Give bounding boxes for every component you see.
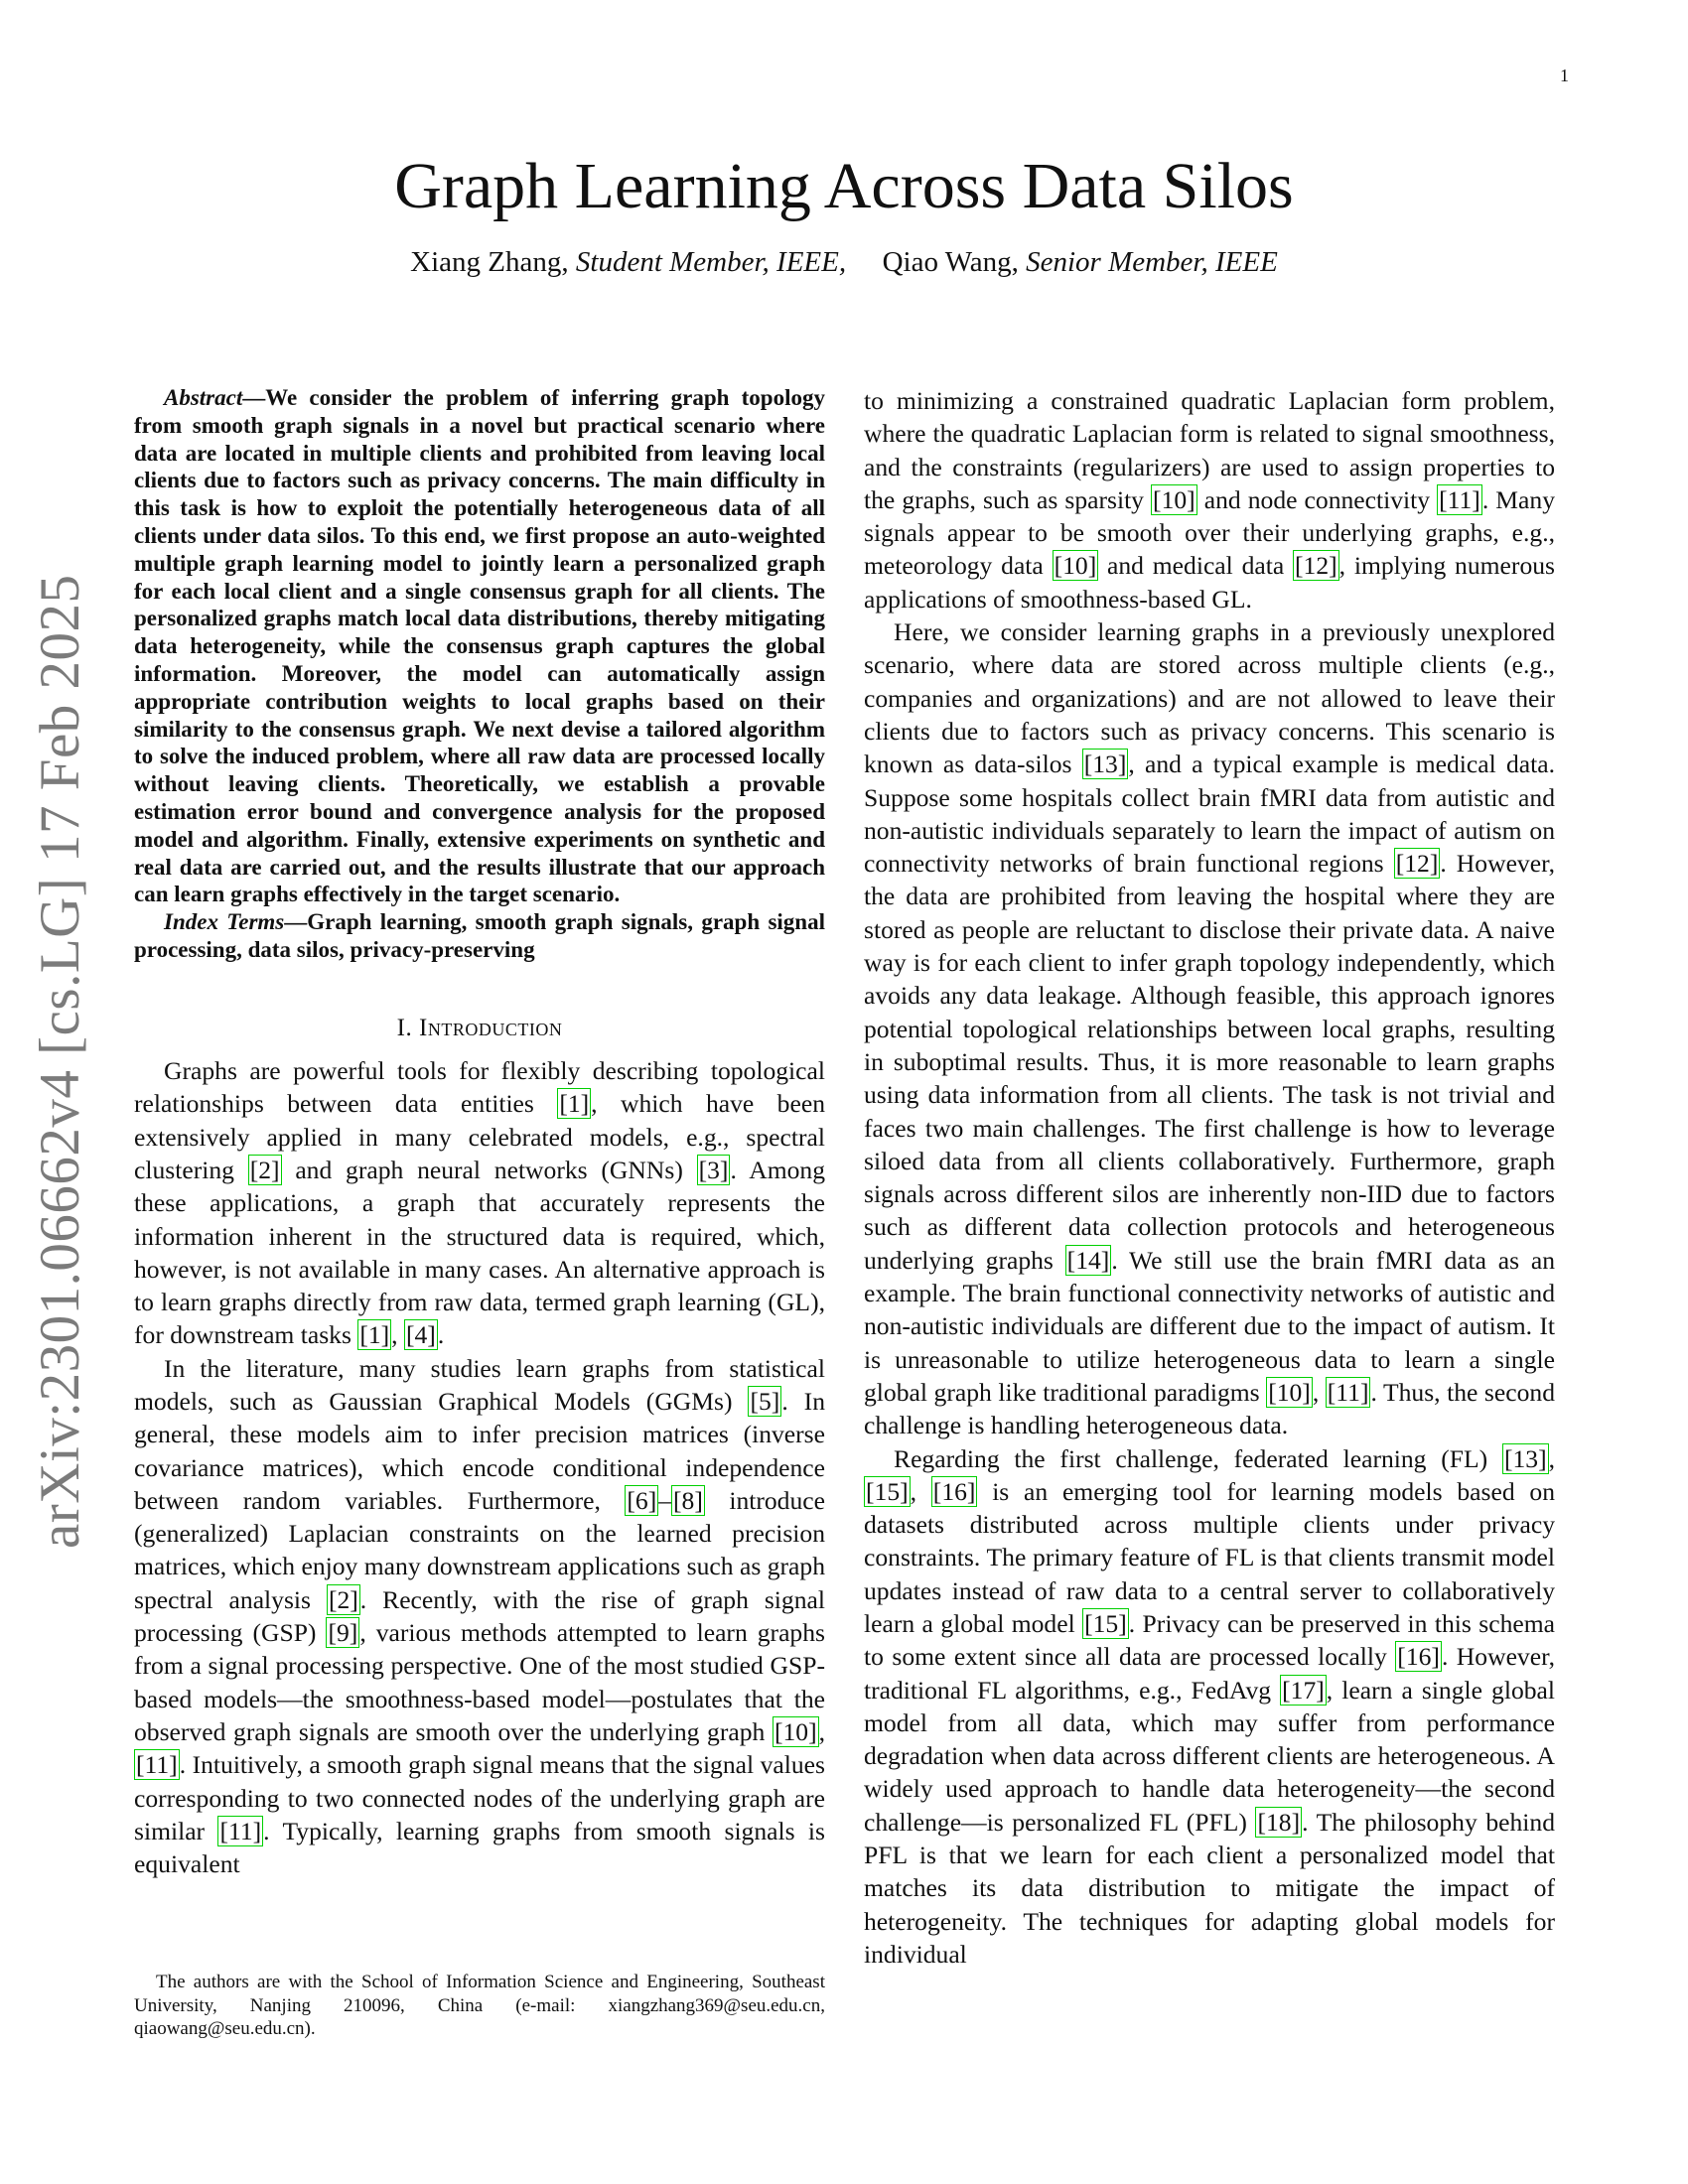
paragraph-text: Here, we consider learning graphs in a previously unexplored scenario, where data are stored across multiple clients (e.g., companies and organizations) and are not allowed to leave their clients due to factors such as privacy concerns. This scenario is known as data-silos [864,617,1555,779]
citation-link[interactable]: [1] [559,1089,590,1119]
page-number: 1 [1560,66,1569,85]
paragraph-text: . Intuitively, a smooth graph signal means that the signal values corresponding to two connected nodes of the underlying graph are similar [134,1750,825,1845]
abstract-text: —We consider the problem of inferring graph topology from smooth graph signals in a novel but practical scenario where data are located in multiple clients and prohibited from leaving local clients due to factors such as privacy concerns. The main difficulty in this task is how to exploit the potentially heterogeneous data of all clients under data silos. To this end, we first propose an auto-weighted multiple graph learning model to jointly learn a personalized graph for each local client and a single consensus graph for all clients. The personalized graphs match local data distributions, thereby mitigating data heterogeneity, while the consensus graph captures the global information. Moreover, the model can automatically assign appropriate contribution weights to local graphs based on their similarity to the consensus graph. We next devise a tailored algorithm to solve the induced problem, where all raw data are processed locally without leaving clients. Theoretically, we establish a provable estimation error bound and convergence analysis for the proposed model and algorithm. Finally, extensive experiments on synthetic and real data are carried out, and the results illustrate that our approach can learn graphs effectively in the target scenario. [134,385,825,907]
citation-link[interactable]: [12] [1395,849,1439,879]
right-column [864,384,1555,1971]
paragraph-text: . In general, these models aim to infer precision matrices (inverse covariance matrices), which encode conditional independence between random variables. Furthermore, [134,1387,825,1515]
paragraph-text: . Typically, learning graphs from smooth signals is equivalent [134,1816,826,1879]
paragraph-text: , various methods attempted to learn graphs from a signal processing perspective. One of the most studied GSP-based models—the smoothness-based model—postulates that the observed graph signals are smooth over the underlying graph [134,1618,825,1746]
index-terms [134,908,825,964]
paragraph-text: . However, the data are prohibited from leaving the hospital where they are stored as people are reluctant to disclose their private data. A naive way is for each client to infer graph topology independently, which avoids any data leakage. Although feasible, this approach ignores potential topological relationships between local graphs, resulting in suboptimal results. Thus, it is more reasonable to learn graphs using data information from all clients. The task is not trivial and faces two main challenges. The first challenge is how to leverage siloed data from all clients collaboratively. Furthermore, graph signals across different silos are inherently non-IID due to factors such as different data collection protocols and heterogeneous underlying graphs [864,849,1555,1275]
author-1-role: Student Member, IEEE, [575,246,847,278]
citation-link[interactable]: [14] [1066,1245,1110,1275]
citation-link[interactable]: [10] [774,1716,817,1746]
paragraph-text: introduce (generalized) Laplacian constraints on the learned precision matrices, which enjoy many downstream applications such as graph spectral analysis [134,1485,825,1614]
citation-link[interactable]: [12] [1295,551,1337,581]
paragraph-text: Regarding the first challenge, federated learning (FL) [894,1443,1502,1473]
citation-link[interactable]: [6] [627,1485,657,1515]
paragraph-text: . Thus, the second challenge is handling heterogeneous data. [864,1377,1555,1440]
citation-link[interactable]: [1] [359,1320,390,1350]
author-1-name: Xiang Zhang, [410,246,569,278]
citation-link[interactable]: [2] [328,1584,358,1614]
index-terms-lead: Index Terms [164,909,285,935]
paragraph-text: , [818,1716,825,1746]
author-footnote: The authors are with the School of Information Science and Engineering, Southeast University, Nanjing 210096, China (e-mail: xiangzhang369@seu.edu.cn, qiaowang@seu.edu.cn). [134,1972,825,2039]
left-column [134,384,825,1880]
citation-link[interactable]: [17] [1282,1675,1325,1705]
section-title: Introduction [419,1014,563,1041]
author-2-name: Qiao Wang, [882,246,1019,278]
paragraph-text: , [391,1320,404,1350]
citation-link[interactable]: [13] [1083,750,1127,779]
citation-link[interactable]: [11] [136,1750,178,1780]
arxiv-stamp: arXiv:2301.06662v4 [cs.LG] 17 Feb 2025 [29,574,91,1549]
author-line [0,246,1688,279]
citation-link[interactable]: [16] [1397,1642,1440,1672]
paragraph-text: , implying numerous applications of smoothness-based GL. [864,551,1555,614]
paragraph-text: – [658,1485,672,1515]
index-terms-text: —Graph learning, smooth graph signals, graph signal processing, data silos, privacy-preserving [134,909,825,962]
right-paragraph-2 [864,615,1555,1441]
paper-title: Graph Learning Across Data Silos [394,150,1294,222]
paragraph-text: , which have been extensively applied in many celebrated models, e.g., spectral clustering [134,1089,825,1184]
citation-link[interactable]: [3] [698,1155,729,1184]
paragraph-text: , and a typical example is medical data. Suppose some hospitals collect brain fMRI data from autistic and non-autistic individuals separately to learn the impact of autism on connectivity networks of brain functional regions [864,750,1555,879]
abstract [134,384,825,908]
citation-link[interactable]: [10] [1268,1377,1311,1407]
paragraph-text: . Privacy can be preserved in this schema to some extent since all data are processed locally [864,1608,1555,1672]
citation-link[interactable]: [15] [866,1476,909,1506]
paragraph-text: . Among these applications, a graph that accurately represents the information inherent in the structured data is required, which, however, is not available in many cases. An alternative approach is to learn graphs directly from raw data, termed graph learning (GL), for downstream tasks [134,1155,825,1350]
left-paragraph-2 [134,1352,825,1881]
paragraph-text: and node connectivity [1196,484,1438,514]
citation-link[interactable]: [4] [405,1320,436,1350]
paragraph-text: . Recently, with the rise of graph signal processing (GSP) [134,1584,825,1648]
paragraph-text: . [437,1320,445,1350]
right-paragraph-1 [864,384,1555,615]
section-heading [134,1012,825,1044]
citation-link[interactable]: [9] [328,1618,358,1648]
citation-link[interactable]: [16] [932,1476,976,1506]
citation-link[interactable]: [15] [1084,1608,1127,1638]
citation-link[interactable]: [11] [1327,1377,1369,1407]
paragraph-text: . We still use the brain fMRI data as an example. The brain functional connectivity networks of autistic and non-autistic individuals are different due to the impact of autism. It is unreasonable to utilize heterogeneous data to learn a single global graph like traditional paradigms [864,1245,1556,1407]
paragraph-text: . The philosophy behind PFL is that we learn for each client a personalized model that matches its data distribution to mitigate the impact of heterogeneity. The techniques for adapting global models for individual [864,1807,1555,1969]
paragraph-text: , [910,1476,931,1506]
citation-link[interactable]: [5] [750,1387,780,1416]
citation-link[interactable]: [18] [1257,1807,1301,1837]
abstract-lead: Abstract [164,385,243,410]
paragraph-text: . Many signals appear to be smooth over their underlying graphs, e.g., meteorology data [864,484,1555,581]
right-paragraph-3 [864,1442,1555,1972]
citation-link[interactable]: [10] [1153,484,1196,514]
paragraph-text: and medical data [1098,551,1293,581]
paragraph-text: In the literature, many studies learn graphs from statistical models, such as Gaussian Graphical Models (GGMs) [134,1353,825,1416]
paragraph-text: . However, traditional FL algorithms, e.g., FedAvg [864,1642,1555,1705]
paragraph-text: , [1312,1377,1326,1407]
citation-link[interactable]: [11] [1439,484,1480,514]
citation-link[interactable]: [2] [249,1155,280,1184]
paragraph-text: is an emerging tool for learning models based on datasets distributed across multiple clients under privacy constraints. The primary feature of FL is that clients transmit model updates instead of raw data to a central server to collaboratively learn a global model [864,1476,1555,1638]
author-2-role: Senior Member, IEEE [1026,246,1278,278]
section-number: I. [396,1014,413,1041]
paragraph-text: and graph neural networks (GNNs) [281,1155,697,1184]
paragraph-text: , [1548,1443,1555,1473]
paragraph-text: Graphs are powerful tools for flexibly describing topological relationships between data entities [134,1056,825,1119]
paragraph-text: , learn a single global model from all data, which may suffer from performance degradation when data across different clients are heterogeneous. A widely used approach to handle data heterogeneity—the second challenge—is personalized FL (PFL) [864,1675,1556,1837]
left-paragraph-1 [134,1054,825,1352]
citation-link[interactable]: [13] [1503,1443,1547,1473]
citation-link[interactable]: [11] [219,1816,262,1845]
citation-link[interactable]: [10] [1054,551,1097,581]
paragraph-text: to minimizing a constrained quadratic Laplacian form problem, where the quadratic Laplacian form is related to signal smoothness, and the constraints (regularizers) are used to assign properties to the graphs, such as sparsity [864,386,1555,514]
citation-link[interactable]: [8] [673,1485,703,1515]
